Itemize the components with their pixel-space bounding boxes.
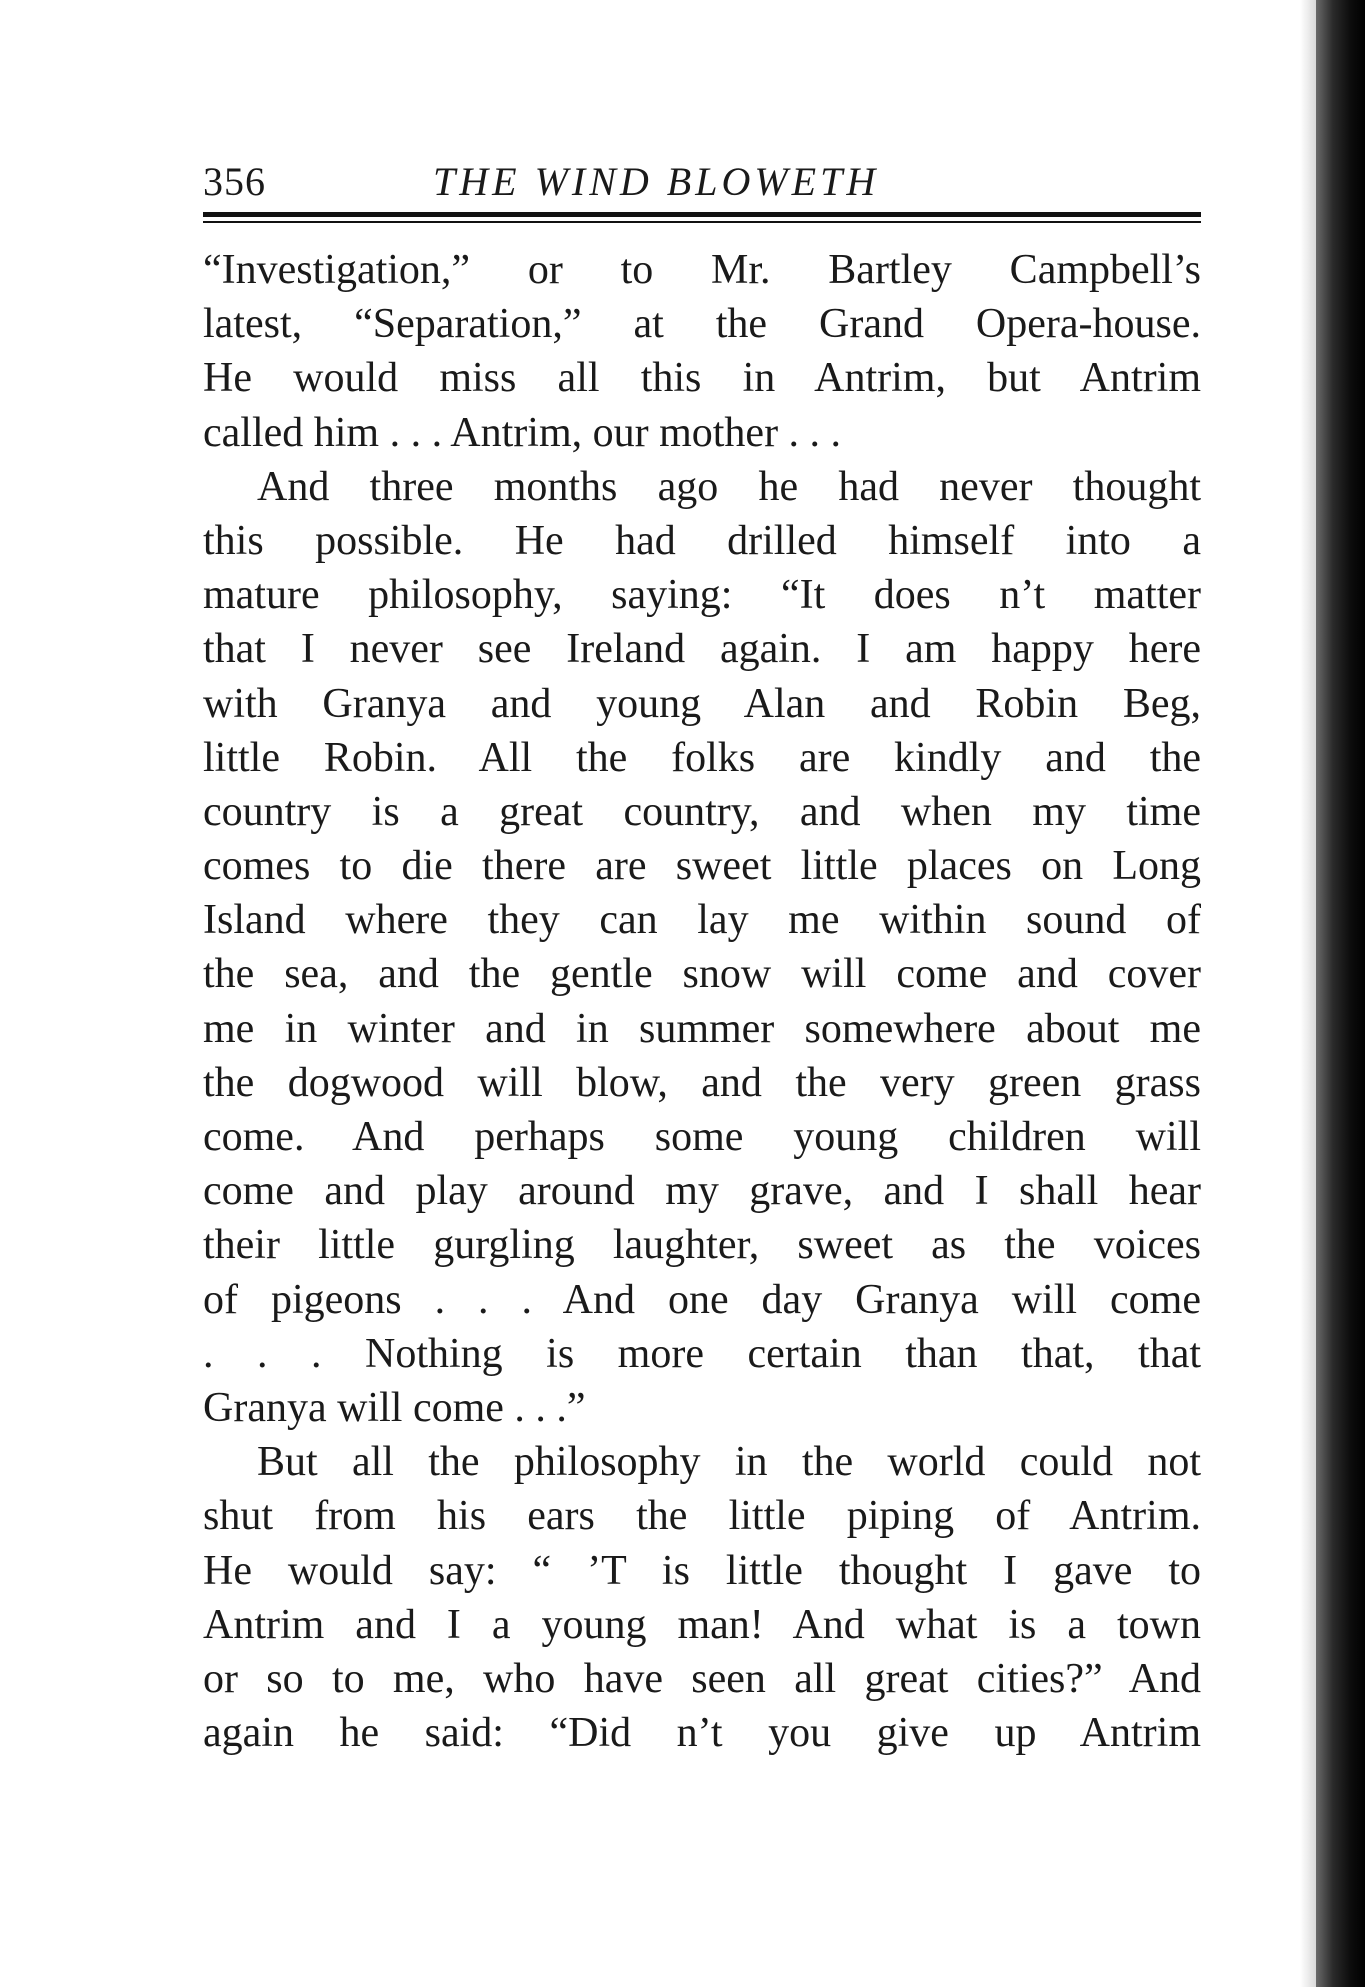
text-line: Island where they can lay me within sound of [203,897,1201,944]
text-line: little Robin. All the folks are kindly and the [203,734,1201,781]
header-rule-thin [203,221,1201,223]
text-line: or so to me, who have seen all great cities?” And [203,1655,1201,1702]
text-line: mature philosophy, saying: “It does n’t matter [203,572,1201,619]
text-line: come. And perhaps some young children will [203,1114,1201,1160]
text-line: But all the philosophy in the world could not [257,1439,1201,1486]
text-line: me in winter and in summer somewhere about me [203,1005,1201,1052]
text-line: latest, “Separation,” at the Grand Opera-house. [203,301,1201,348]
text-line: country is a great country, and when my time [203,788,1201,835]
text-line: come and play around my grave, and I shall hear [203,1168,1201,1215]
body-text [203,243,1201,1760]
text-line: He would miss all this in Antrim, but Antrim [203,355,1201,402]
text-line: again he said: “Did n’t you give up Antrim [203,1710,1201,1757]
text-line: of pigeons . . . And one day Granya will come [203,1276,1201,1323]
header-rule-thick [203,212,1201,217]
binding-gutter [1316,0,1365,1987]
text-line: called him . . . Antrim, our mother . . . [203,409,842,456]
text-line: the dogwood will blow, and the very green grass [203,1059,1201,1106]
text-line: comes to die there are sweet little places on Long [203,843,1201,890]
text-line: shut from his ears the little piping of Antrim. [203,1493,1201,1540]
text-line: “Investigation,” or to Mr. Bartley Campbell’s [203,247,1201,293]
text-line: that I never see Ireland again. I am happy here [203,626,1201,673]
text-line: Antrim and I a young man! And what is a town [203,1601,1201,1648]
text-line: He would say: “ ’T is little thought I gave to [203,1547,1201,1594]
text-line: with Granya and young Alan and Robin Beg, [203,680,1201,727]
text-line: the sea, and the gentle snow will come and cover [203,951,1201,998]
text-line: this possible. He had drilled himself into a [203,517,1201,564]
text-line: And three months ago he had never thought [257,463,1201,510]
text-line: . . . Nothing is more certain than that, that [203,1330,1201,1377]
text-line: Granya will come . . .” [203,1384,586,1431]
running-title: THE WIND BLOWETH [433,159,880,204]
text-line: their little gurgling laughter, sweet as the voices [203,1222,1201,1269]
running-header [203,148,1201,220]
page-number: 356 [203,159,266,204]
